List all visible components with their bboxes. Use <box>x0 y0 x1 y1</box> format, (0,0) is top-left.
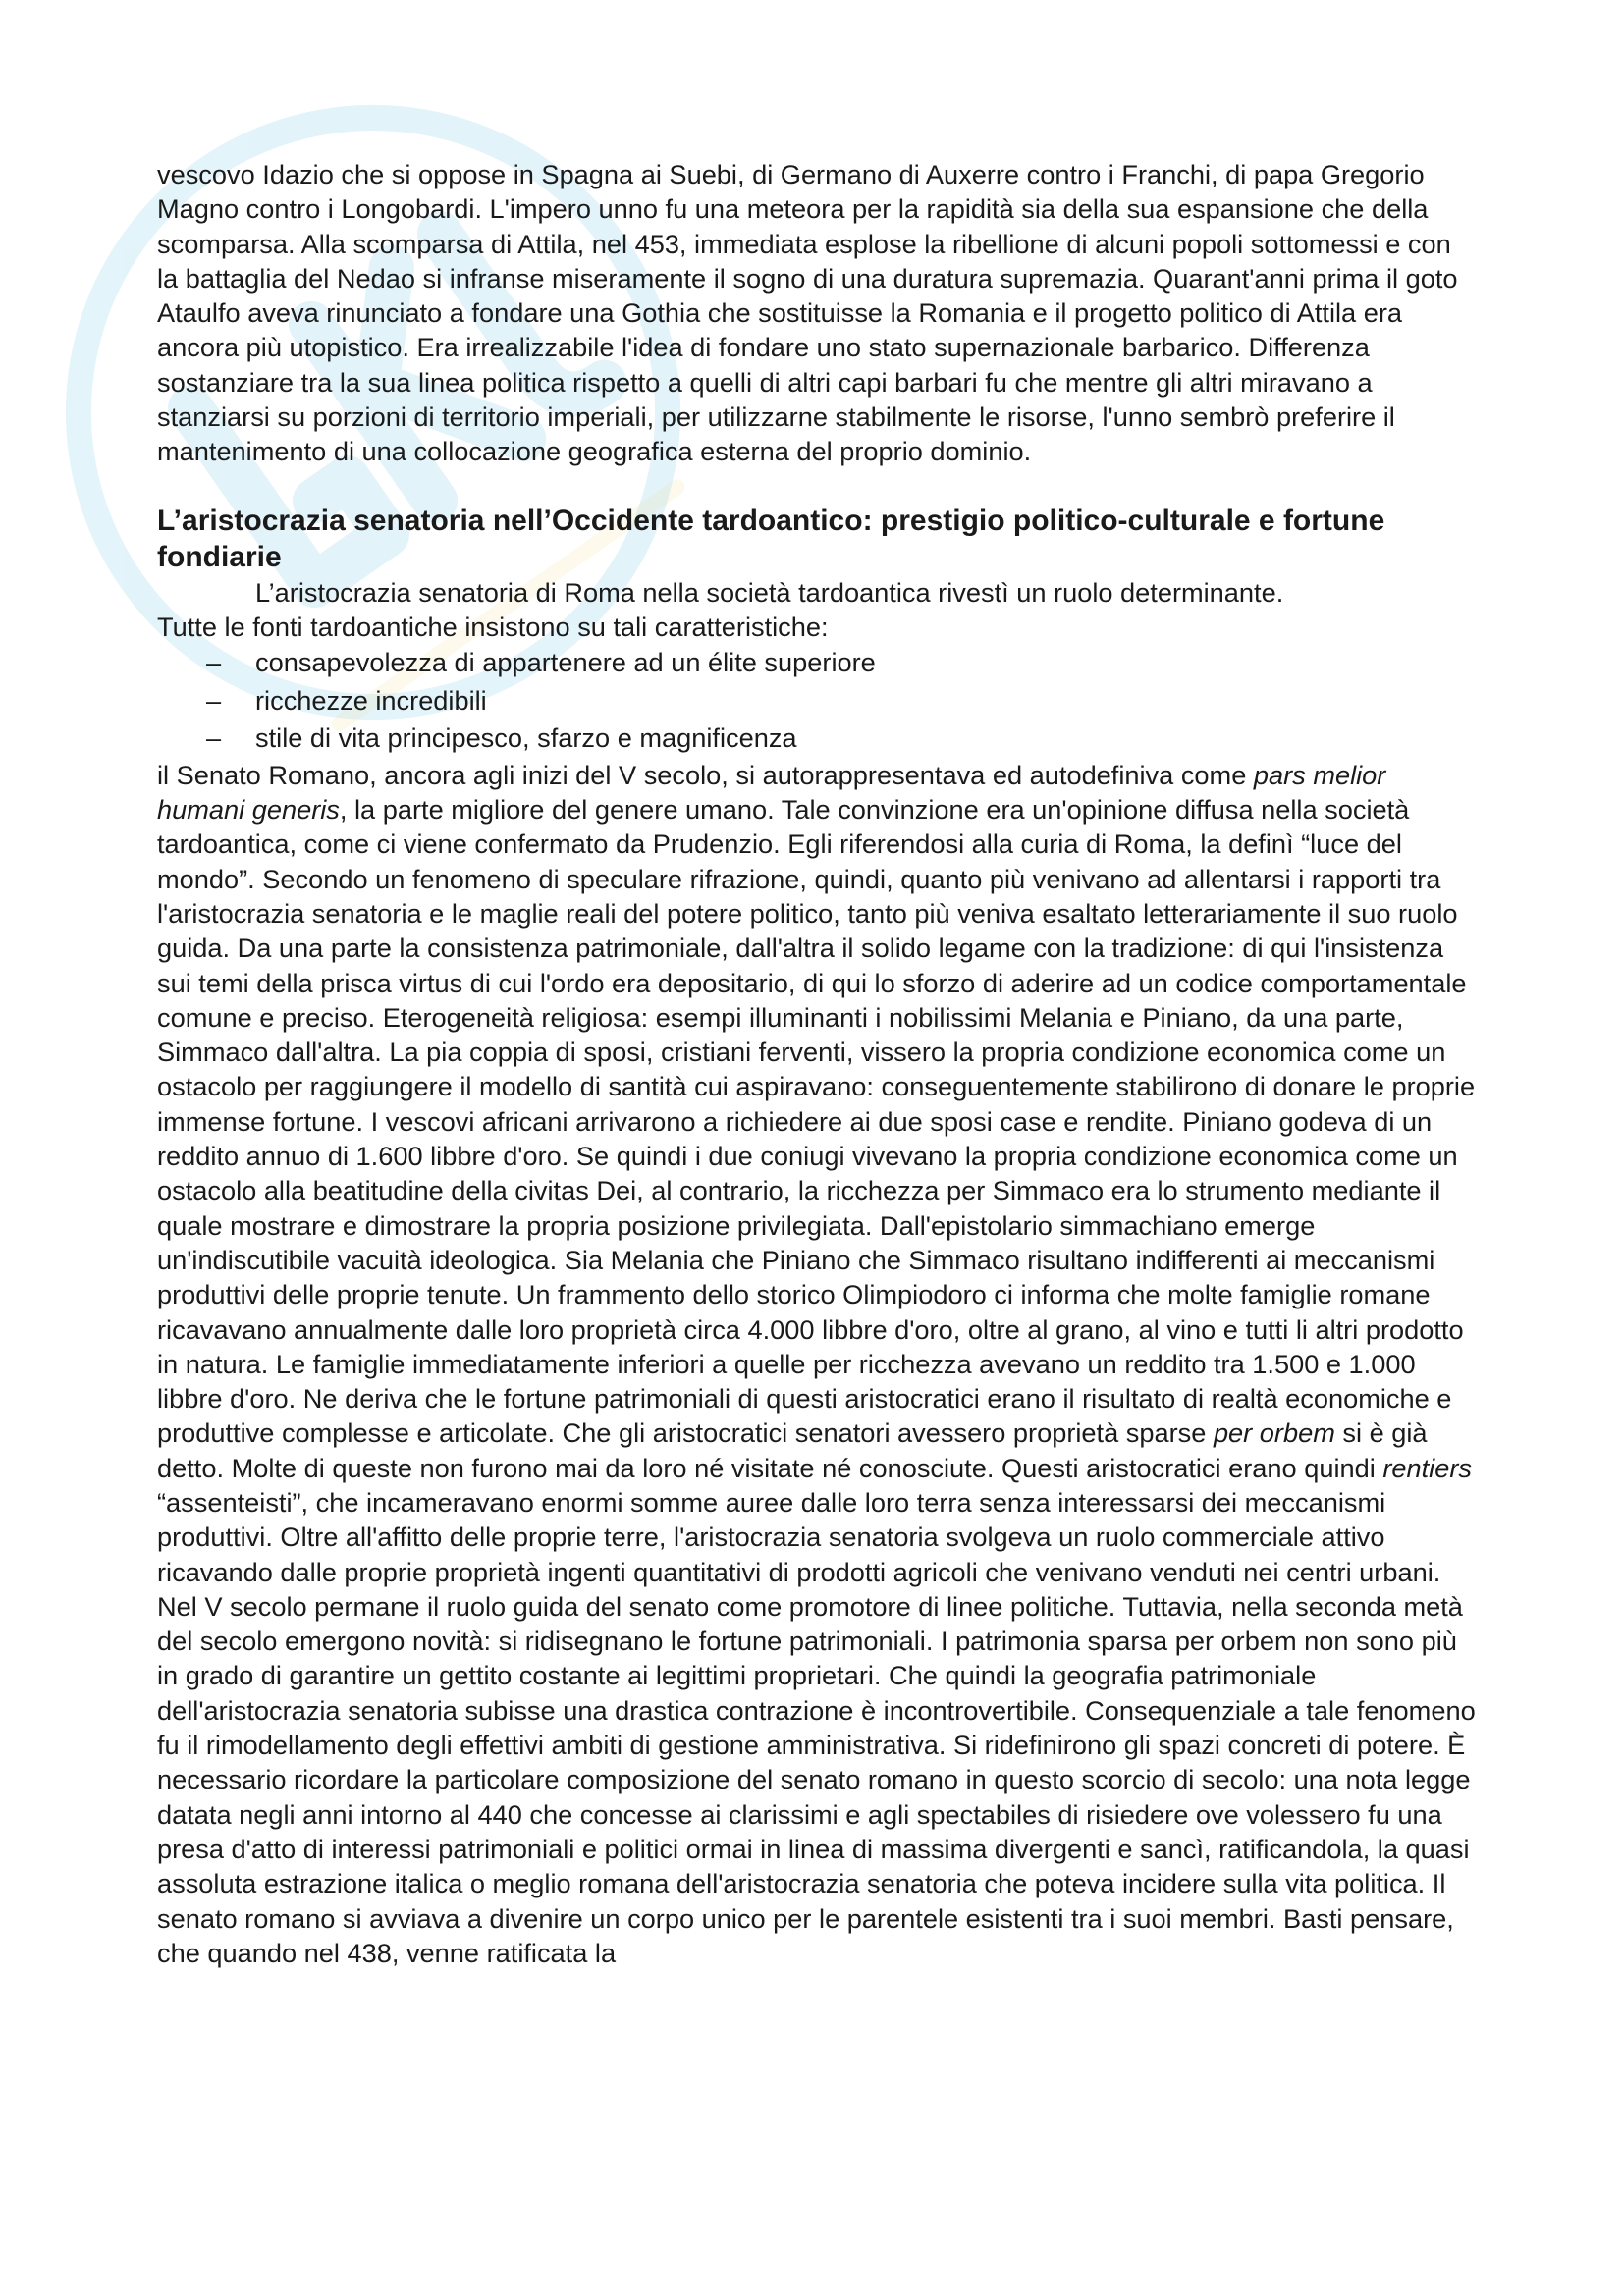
dash-bullet: – <box>206 647 222 678</box>
list-item <box>157 644 1478 682</box>
list-item <box>157 720 1478 758</box>
body-text: il Senato Romano, ancora agli inizi del V secolo, si autorappresentava ed autodefiniva come <box>157 759 1254 790</box>
dash-bullet: – <box>206 684 222 716</box>
body-italic-text: rentiers <box>1382 1452 1472 1483</box>
body-paragraph <box>157 758 1478 1970</box>
list-item <box>157 682 1478 721</box>
section-lead-indented: L’aristocrazia senatoria di Roma nella società tardoantica rivestì un ruolo determinante. <box>255 576 1284 608</box>
body-italic-text: pars melior humani generis <box>157 759 1386 826</box>
list-item-text: stile di vita principesco, sfarzo e magnificenza <box>255 722 797 754</box>
body-text: “assenteisti”, che incameravano enormi somme auree dalle loro terra senza interessarsi dei meccanismi produttivi. Oltre all'affitto delle proprie terre, l'aristocrazia senatoria svolgeva un ruolo commerciale attivo ricavando dalle proprie proprietà ingenti quantitativi di prodotti agricoli che venivano venduti nei centri urbani. Nel V secolo permane il ruolo guida del senato come promotore di linee politiche. Tuttavia, nella seconda metà del secolo emergono novità: si ridisegnano le fortune patrimoniali. I patrimonia sparsa per orbem non sono più in grado di garantire un gettito costante ai legittimi proprietari. Che quindi la geografia patrimoniale dell'aristocrazia senatoria subisse una drastica contrazione è incontrovertibile. Consequenziale a tale fenomeno fu il rimodellamento degli effettivi ambiti di gestione amministrativa. Si ridefinirono gli spazi concreti di potere. È necessario ricordare la particolare composizione del senato romano in questo scorcio di secolo: una nota legge datata negli anni intorno al 440 che concesse ai clarissimi e agli spectabiles di risiedere ove volessero fu una presa d'atto di interessi patrimoniali e politici ormai in linea di massima divergenti e sancì, ratificandola, la quasi assoluta estrazione italica o meglio romana dell'aristocrazia senatoria che poteva incidere sulla vita politica. Il senato romano si avviava a divenire un corpo unico per le parentele esistenti tra i suoi membri. Basti pensare, che quando nel 438, venne ratificata la <box>157 1487 1476 1968</box>
characteristics-list <box>157 644 1478 758</box>
body-italic-text: per orbem <box>1213 1417 1335 1449</box>
dash-bullet: – <box>206 722 222 754</box>
document-page <box>157 157 1478 1970</box>
section-heading: L’aristocrazia senatoria nell’Occidente tardoantico: prestigio politico-culturale e fortune fondiarie <box>157 504 1385 573</box>
section-lead-continued: Tutte le fonti tardoantiche insistono su tali caratteristiche: <box>157 611 829 642</box>
intro-paragraph: vescovo Idazio che si oppose in Spagna ai Suebi, di Germano di Auxerre contro i Franchi, di papa Gregorio Magno contro i Longobardi. L'impero unno fu una meteora per la rapidità sia della sua espansione che della scomparsa. Alla scomparsa di Attila, nel 453, immediata esplose la ribellione di alcuni popoli sottomessi e con la battaglia del Nedao si infranse miseramente il sogno di una duratura supremazia. Quarant'anni prima il goto Ataulfo aveva rinunciato a fondare una Gothia che sostituisse la Romania e il progetto politico di Attila era ancora più utopistico. Era irrealizzabile l'idea di fondare uno stato supernazionale barbarico. Differenza sostanziare tra la sua linea politica rispetto a quelli di altri capi barbari fu che mentre gli altri miravano a stanziarsi su porzioni di territorio imperiali, per utilizzarne stabilmente le risorse, l'unno sembrò preferire il mantenimento di una collocazione geografica esterna del proprio dominio. <box>157 159 1458 467</box>
list-item-text: ricchezze incredibili <box>255 684 487 716</box>
body-text: , la parte migliore del genere umano. Tale convinzione era un'opinione diffusa nella società tardoantica, come ci viene confermato da Prudenzio. Egli riferendosi alla curia di Roma, la definì “luce del mondo”. Secondo un fenomeno di speculare rifrazione, quindi, quanto più venivano ad allentarsi i rapporti tra l'aristocrazia senatoria e le maglie reali del potere politico, tanto più veniva esaltato letterariamente il suo ruolo guida. Da una parte la consistenza patrimoniale, dall'altra il solido legame con la tradizione: di qui l'insistenza sui temi della prisca virtus di cui l'ordo era depositario, di qui lo sforzo di aderire ad un codice comportamentale comune e preciso. Eterogeneità religiosa: esempi illuminanti i nobilissimi Melania e Piniano, da una parte, Simmaco dall'altra. La pia coppia di sposi, cristiani ferventi, vissero la propria condizione economica come un ostacolo per raggiungere il modello di santità cui aspiravano: conseguentemente stabilirono di donare le proprie immense fortune. I vescovi africani arrivarono a richiedere ai due sposi case e rendite. Piniano godeva di un reddito annuo di 1.600 libbre d'oro. Se quindi i due coniugi vivevano la propria condizione economica come un ostacolo alla beatitudine della civitas Dei, al contrario, la ricchezza per Simmaco era lo strumento mediante il quale mostrare e dimostrare la propria posizione privilegiata. Dall'epistolario simmachiano emerge un'indiscutibile vacuità ideologica. Sia Melania che Piniano che Simmaco risultano indifferenti ai meccanismi produttivi delle proprie tenute. Un frammento dello storico Olimpiodoro ci informa che molte famiglie romane ricavavano annualmente dalle loro proprietà circa 4.000 libbre d'oro, oltre al grano, al vino e tutti li altri prodotto in natura. Le famiglie immediatamente inferiori a quelle per ricchezza avevano un reddito tra 1.500 e 1.000 libbre d'oro. Ne deriva che le fortune patrimoniali di questi aristocratici erano il risultato di realtà economiche e produttive complesse e articolate. Che gli aristocratici senatori avessero proprietà sparse <box>157 794 1476 1449</box>
list-item-text: consapevolezza di appartenere ad un élite superiore <box>255 647 876 678</box>
body-text: si è già detto. Molte di queste non furono mai da loro né visitate né conosciute. Questi aristocratici erano quindi <box>157 1417 1428 1483</box>
